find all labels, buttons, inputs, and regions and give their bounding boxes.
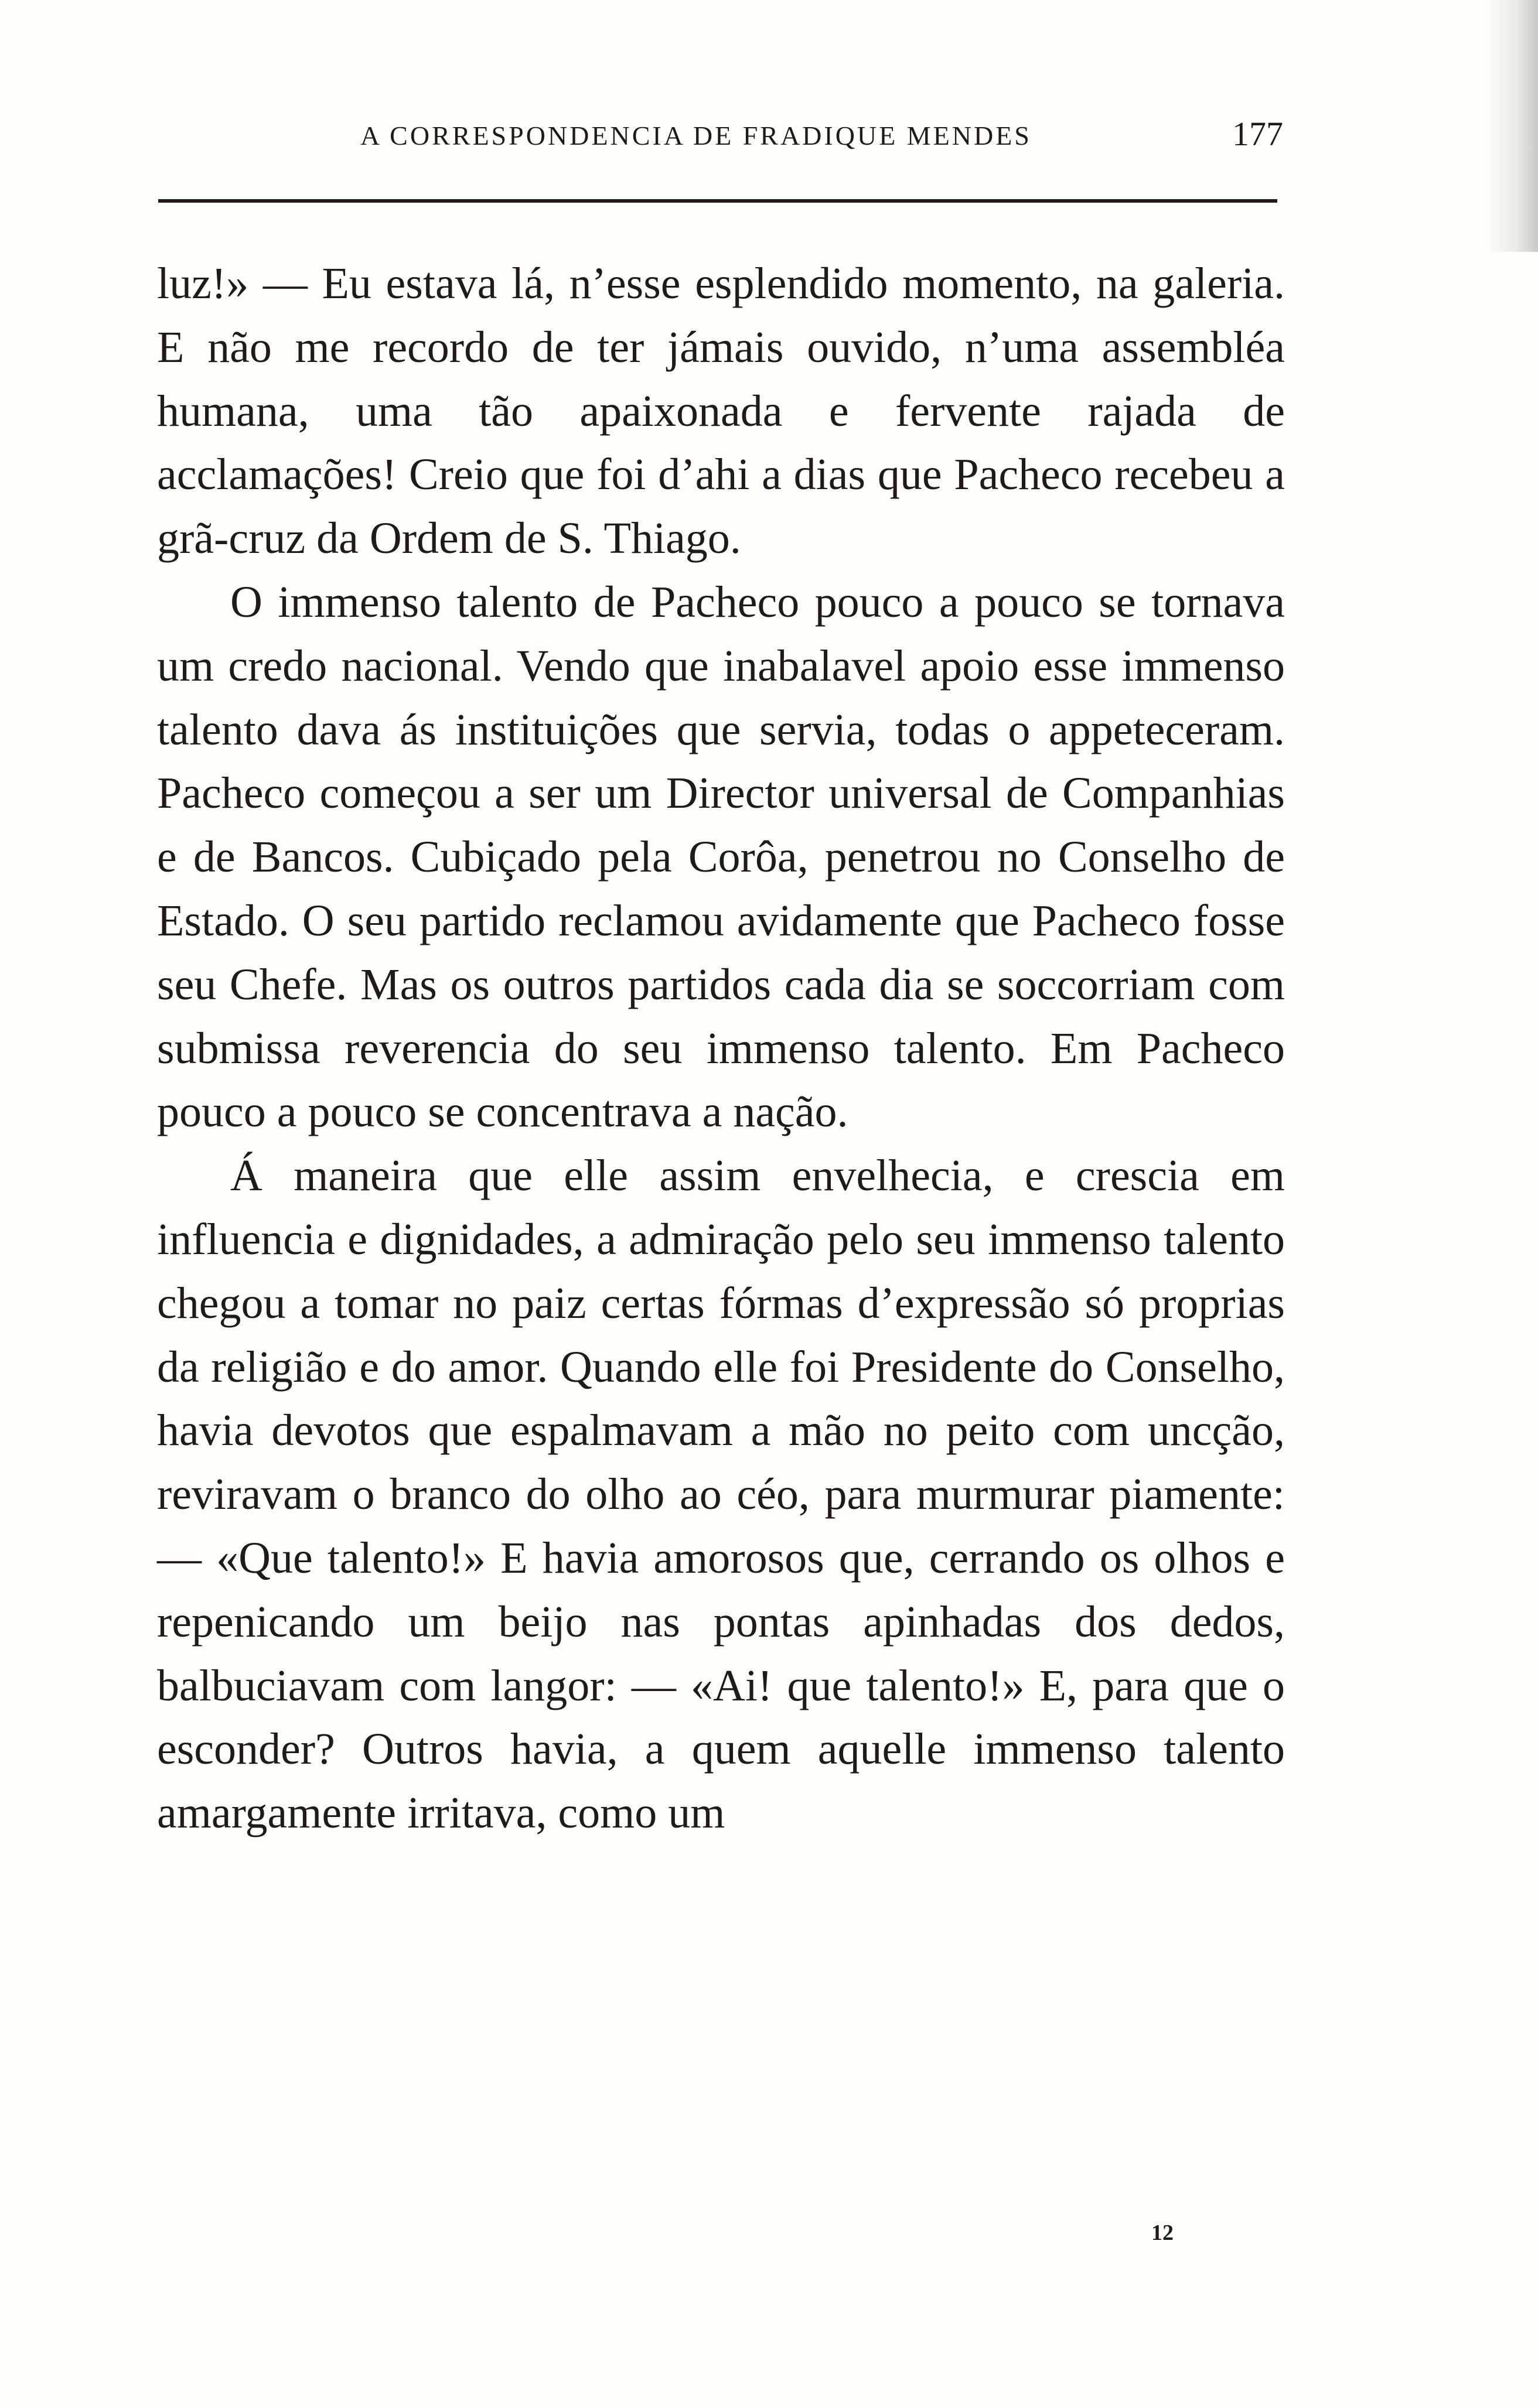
paragraph-3: Á maneira que elle assim envelhecia, e crescia em influencia e dignidades, a admiração pelo seu immenso talento chegou a tomar no paiz certas fórmas d’expressão só proprias da religião e do amor. Quando elle foi Presidente do Conselho, havia devotos que espalmavam a mão no peito com uncção, reviravam o branco do olho ao céo, para murmurar piamente: — «Que talento!» E havia amorosos que, cerrando os olhos e repenicando um beijo nas pontas apinhadas dos dedos, balbuciavam com langor: — «Ai! que talento!» E, para que o esconder? Outros havia, a quem aquelle immenso talento amargamente irritava, como um: [157, 1151, 1285, 1838]
paragraph-1: luz!» — Eu estava lá, n’esse esplendido momento, na galeria. E não me recordo de ter jámais ouvido, n’uma assembléa humana, uma tão apaixonada e fervente rajada de acclamações! Creio que foi d’ahi a dias que Pacheco recebeu a grã-cruz da Ordem de S. Thiago.: [157, 259, 1285, 563]
page-edge-shadow: [1485, 0, 1538, 252]
running-head: [158, 103, 1283, 161]
page-number: 177: [1232, 115, 1283, 153]
body-text: [157, 252, 1285, 1845]
signature-mark: 12: [1151, 2221, 1174, 2245]
paragraph-2: O immenso talento de Pacheco pouco a pouco se tornava um credo nacional. Vendo que inabalavel apoio esse immenso talento dava ás instituições que servia, todas o appeteceram. Pacheco começou a ser um Director universal de Companhias e de Bancos. Cubiçado pela Corôa, penetrou no Conselho de Estado. O seu partido reclamou avidamente que Pacheco fosse seu Chefe. Mas os outros partidos cada dia se soccorriam com submissa reverencia do seu immenso talento. Em Pacheco pouco a pouco se concentrava a nação.: [157, 577, 1285, 1137]
running-title: A CORRESPONDENCIA DE FRADIQUE MENDES: [360, 121, 1032, 151]
header-rule: [158, 199, 1277, 203]
